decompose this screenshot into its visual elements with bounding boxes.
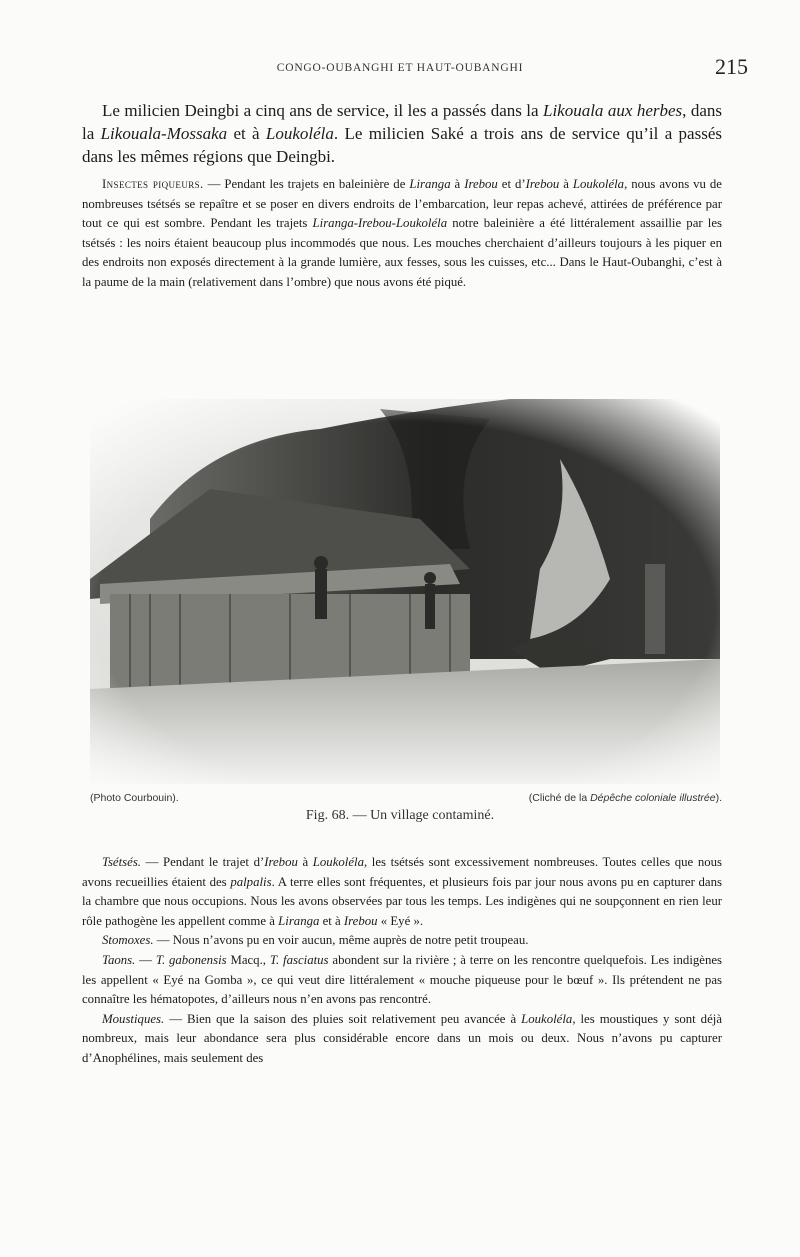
place-name: Liranga [409, 177, 451, 191]
publication-name: Dépêche coloniale illustrée [590, 792, 716, 804]
tsetses-paragraph [82, 853, 722, 931]
place-name: Irebou [343, 913, 378, 928]
text-run: , dans la [82, 101, 722, 143]
text-run: Macq., [226, 952, 270, 967]
species-name: palpalis [230, 874, 272, 889]
text-run: « Eyé ». [377, 913, 424, 928]
section-heading: Stomoxes. [102, 933, 154, 948]
cliche-credit [529, 792, 722, 804]
text-run: , les moustiques y sont déjà nombreux, mais leur abondance sera plus considérable encore dans un mois ou deux. Nous n’avons pu capturer d’Anophélines, mais seulement des [82, 1011, 722, 1065]
running-head [0, 40, 800, 79]
species-name: T. fasciatus [269, 952, 329, 967]
section-heading: Tsétsés. [102, 855, 141, 869]
section-heading: Moustiques. [102, 1011, 165, 1026]
text-run: — Bien que la saison des pluies soit relativement peu avancée à [164, 1011, 522, 1026]
text-run: notre baleinière a été littéralement assaillie par les tsétsés : les noirs étaient beaucoup plus incommodés que nous. Les mouches cherchaient d’ailleurs toujours à les piquer en des endroits non exposés directement à la grande lumière, aux fesses, sous les cuisses, etc... Dans le Haut-Oubanghi, c’est à la paume de la main (relativement dans l’ombre) que nous avons été piqué. [82, 216, 723, 289]
text-run: . A terre elles sont fréquentes, et plusieurs fois par jour nous avons pu en capturer dans la chambre que nous occupions. Nous les avons observées par tous les temps. Les indigènes qui ne soupçonnent en rien leur rôle pathogène les appellent comme à [82, 874, 722, 928]
section-heading: Insectes piqueurs. [102, 177, 204, 191]
place-name: Loukoléla [572, 177, 625, 191]
taons-paragraph [82, 951, 722, 1010]
text-run: Le milicien Deingbi a cinq ans de service, il les a passés dans la [102, 101, 543, 120]
text-run: à [297, 855, 313, 869]
place-name: Likouala-Mossaka [100, 124, 228, 143]
text-run: et à [227, 124, 266, 143]
body-text [82, 853, 722, 1069]
place-name: Likouala aux herbes [542, 101, 683, 120]
text-run: à [450, 177, 465, 191]
photo-credit: (Photo Courbouin). [90, 792, 179, 804]
figure-caption: Fig. 68. — Un village contaminé. [305, 808, 495, 823]
insectes-paragraph [82, 175, 722, 293]
place-name: Loukoléla [265, 124, 334, 143]
text-run: et d’ [497, 177, 526, 191]
text-run: — [135, 952, 156, 967]
text-run: — Pendant les trajets en baleinière de [203, 177, 410, 191]
text-run: — Nous n’avons pu en voir aucun, même auprès de notre petit troupeau. [153, 933, 529, 948]
place-name: Loukoléla [312, 855, 364, 869]
text-run: et à [319, 913, 344, 928]
moustiques-paragraph [82, 1010, 722, 1069]
place-name: Loukoléla [521, 1011, 573, 1026]
text-run: — Pendant le trajet d’ [141, 855, 265, 869]
intro-paragraph [82, 99, 722, 168]
place-name: Irebou [525, 177, 560, 191]
place-name: Irebou [264, 855, 298, 869]
section-heading: Taons. [102, 952, 136, 967]
page-number: 215 [715, 54, 748, 79]
village-photograph [90, 399, 720, 784]
insectes-section [82, 175, 722, 293]
running-title: CONGO-OUBANGHI ET HAUT-OUBANGHI [276, 62, 524, 74]
text-run: ). [715, 792, 722, 804]
species-name: T. gabonensis [155, 952, 227, 967]
place-name: Liranga [278, 913, 320, 928]
text-run: . Le milicien Saké a trois ans de service qu’il a passés dans les mêmes régions que Deingbi. [82, 124, 722, 166]
place-name: Liranga-Irebou-Loukoléla [312, 216, 448, 231]
text-run: , les tsétsés sont excessivement nombreuses. Toutes celles que nous avons recueillies étaient des [82, 855, 722, 889]
text-run: (Cliché de la [528, 792, 591, 804]
place-name: Irebou [464, 177, 498, 191]
text-run: abondent sur la rivière ; à terre on les rencontre quelquefois. Les indigènes les appellent « Eyé na Gomba », ce qui veut dire littéralement « mouche piqueuse pour le bœuf ». Ils prétendent ne pas connaître les hématopotes, d’ailleurs nous n’en avons pas rencontré. [82, 952, 723, 1007]
text-run: à [559, 177, 573, 191]
text-run: , nous avons vu de nombreuses tsétsés se repaître et se poser en divers endroits de l’embarcation, leur repas achevé, attirées de préférence par tout ce qui est sombre. Pendant les trajets [82, 177, 722, 231]
stomoxes-paragraph [82, 931, 722, 951]
